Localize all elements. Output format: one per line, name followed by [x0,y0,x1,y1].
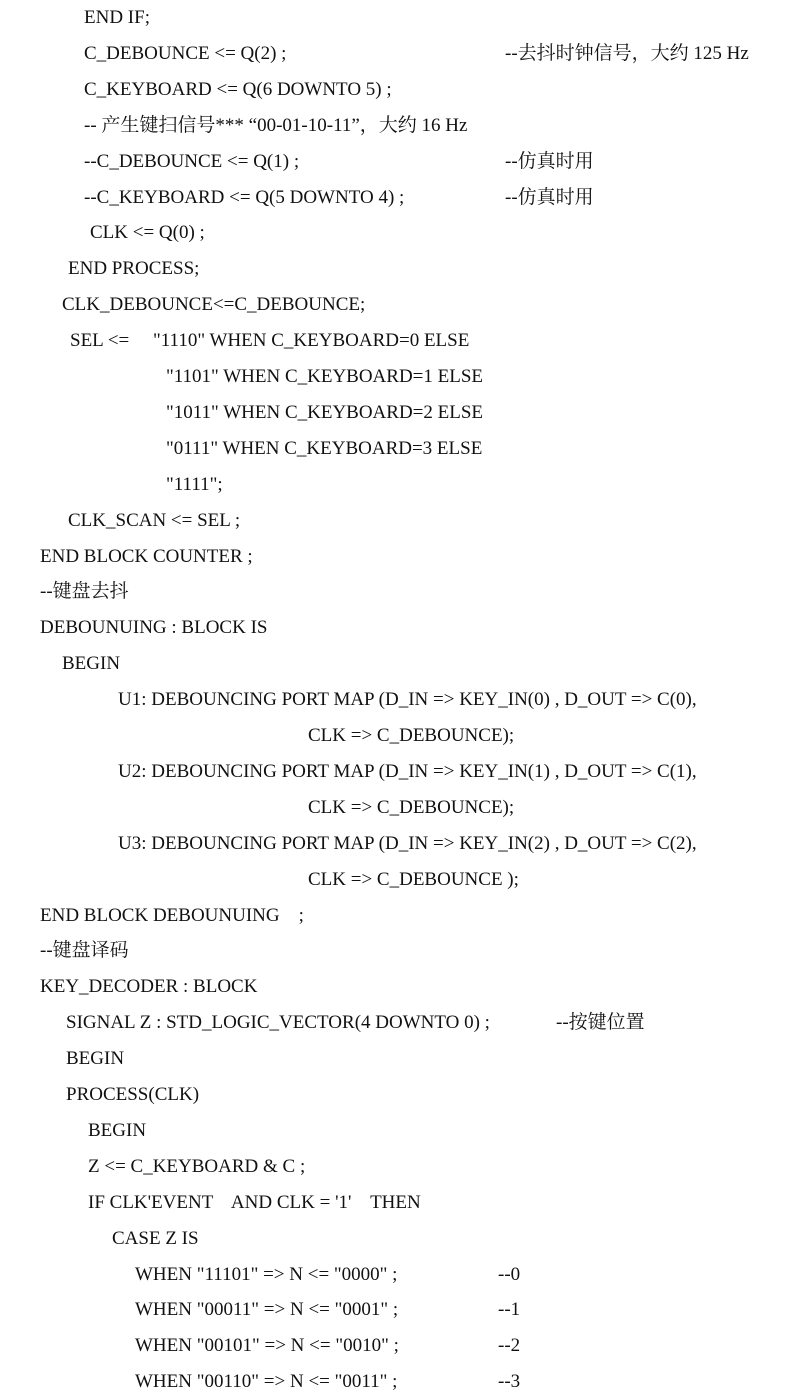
code-line [0,830,800,858]
code-text: CLK => C_DEBOUNCE ); [308,868,519,890]
code-text: PROCESS(CLK) [66,1084,200,1105]
code-text: WHEN "00110" => N <= "0011" ; [135,1371,398,1393]
code-line [0,219,800,247]
code-comment: --仿真时用 [505,150,594,172]
code-text: U1: DEBOUNCING PORT MAP (D_IN => KEY_IN(0) , D_OUT => C(0), [118,689,697,711]
code-text: BEGIN [88,1119,147,1141]
code-comment: --2 [498,1335,521,1357]
code-line [0,686,800,714]
code-text: "1101" WHEN C_KEYBOARD=1 ELSE [166,366,484,387]
code-line [0,1009,800,1037]
code-text: WHEN "11101" => N <= "0000" ; [135,1263,398,1285]
code-line [0,471,800,499]
code-line [0,363,800,391]
code-line [0,543,800,571]
code-line [0,148,800,176]
code-line [0,758,800,786]
code-line [0,1117,800,1145]
code-line [0,40,800,68]
code-line [0,435,800,463]
code-text: CLK_DEBOUNCE<=C_DEBOUNCE; [62,294,366,316]
code-text: WHEN "00011" => N <= "0001" ; [135,1299,399,1321]
code-text: C_KEYBOARD <= Q(6 DOWNTO 5) ; [84,78,392,100]
code-line [0,76,800,104]
code-line [0,1081,800,1109]
code-text: "1011" WHEN C_KEYBOARD=2 ELSE [166,401,484,423]
code-line [0,1368,800,1396]
code-line [0,507,800,535]
code-text: Z <= C_KEYBOARD & C ; [88,1155,306,1177]
code-line [0,902,800,930]
code-text: --键盘去抖 [40,581,129,603]
code-text: CLK_SCAN <= SEL ; [68,509,241,531]
code-line [0,1296,800,1324]
code-line [0,327,800,355]
code-text: CASE Z IS [112,1227,199,1249]
code-line [0,866,800,894]
code-comment: --3 [498,1371,521,1393]
code-text: END BLOCK COUNTER ; [40,545,253,567]
code-line [0,973,800,1001]
code-line [0,937,800,965]
code-text: --C_DEBOUNCE <= Q(1) ; [84,150,300,172]
code-line [0,794,800,822]
code-text: CLK <= Q(0) ; [90,222,205,244]
code-line [0,722,800,750]
code-text: WHEN "00101" => N <= "0010" ; [135,1335,399,1357]
code-text: END IF; [84,7,150,28]
code-line [0,1153,800,1181]
code-text: KEY_DECODER : BLOCK [40,976,258,998]
code-text: U3: DEBOUNCING PORT MAP (D_IN => KEY_IN(2) , D_OUT => C(2), [118,832,697,854]
code-line [0,399,800,427]
code-line [0,4,800,32]
code-text: BEGIN [62,653,121,675]
code-text: IF CLK'EVENT AND CLK = '1' THEN [88,1191,421,1213]
code-text: U2: DEBOUNCING PORT MAP (D_IN => KEY_IN(1) , D_OUT => C(1), [118,760,697,782]
code-line [0,184,800,212]
code-text: C_DEBOUNCE <= Q(2) ; [84,42,287,64]
code-line [0,614,800,642]
code-text: --键盘译码 [40,940,129,962]
code-text: "1111"; [166,473,223,495]
code-line [0,1225,800,1253]
code-text: -- 产生键扫信号*** “00-01-10-11”，大约 16 Hz [84,114,468,136]
code-text: BEGIN [66,1048,125,1070]
code-line [0,1045,800,1073]
code-text: SIGNAL Z : STD_LOGIC_VECTOR(4 DOWNTO 0) ; [66,1012,490,1034]
code-text: --C_KEYBOARD <= Q(5 DOWNTO 4) ; [84,186,405,208]
code-text: SEL <= "1110" WHEN C_KEYBOARD=0 ELSE [70,330,470,352]
code-comment: --0 [498,1263,521,1285]
code-comment: --1 [498,1299,521,1321]
code-text: "0111" WHEN C_KEYBOARD=3 ELSE [166,437,483,459]
code-line [0,112,800,140]
code-line [0,650,800,678]
code-line [0,291,800,319]
code-comment: --仿真时用 [505,186,594,208]
code-text: END PROCESS; [68,258,200,280]
code-text: CLK => C_DEBOUNCE); [308,725,515,746]
code-comment: --按键位置 [556,1012,645,1034]
code-text: CLK => C_DEBOUNCE); [308,796,515,818]
code-text: END BLOCK DEBOUNUING ; [40,904,304,926]
code-text: DEBOUNUING : BLOCK IS [40,617,268,639]
code-line [0,1189,800,1217]
code-line [0,1332,800,1360]
code-line [0,255,800,283]
code-line [0,578,800,606]
code-comment: --去抖时钟信号，大约 125 Hz [505,42,749,64]
code-line [0,1261,800,1289]
